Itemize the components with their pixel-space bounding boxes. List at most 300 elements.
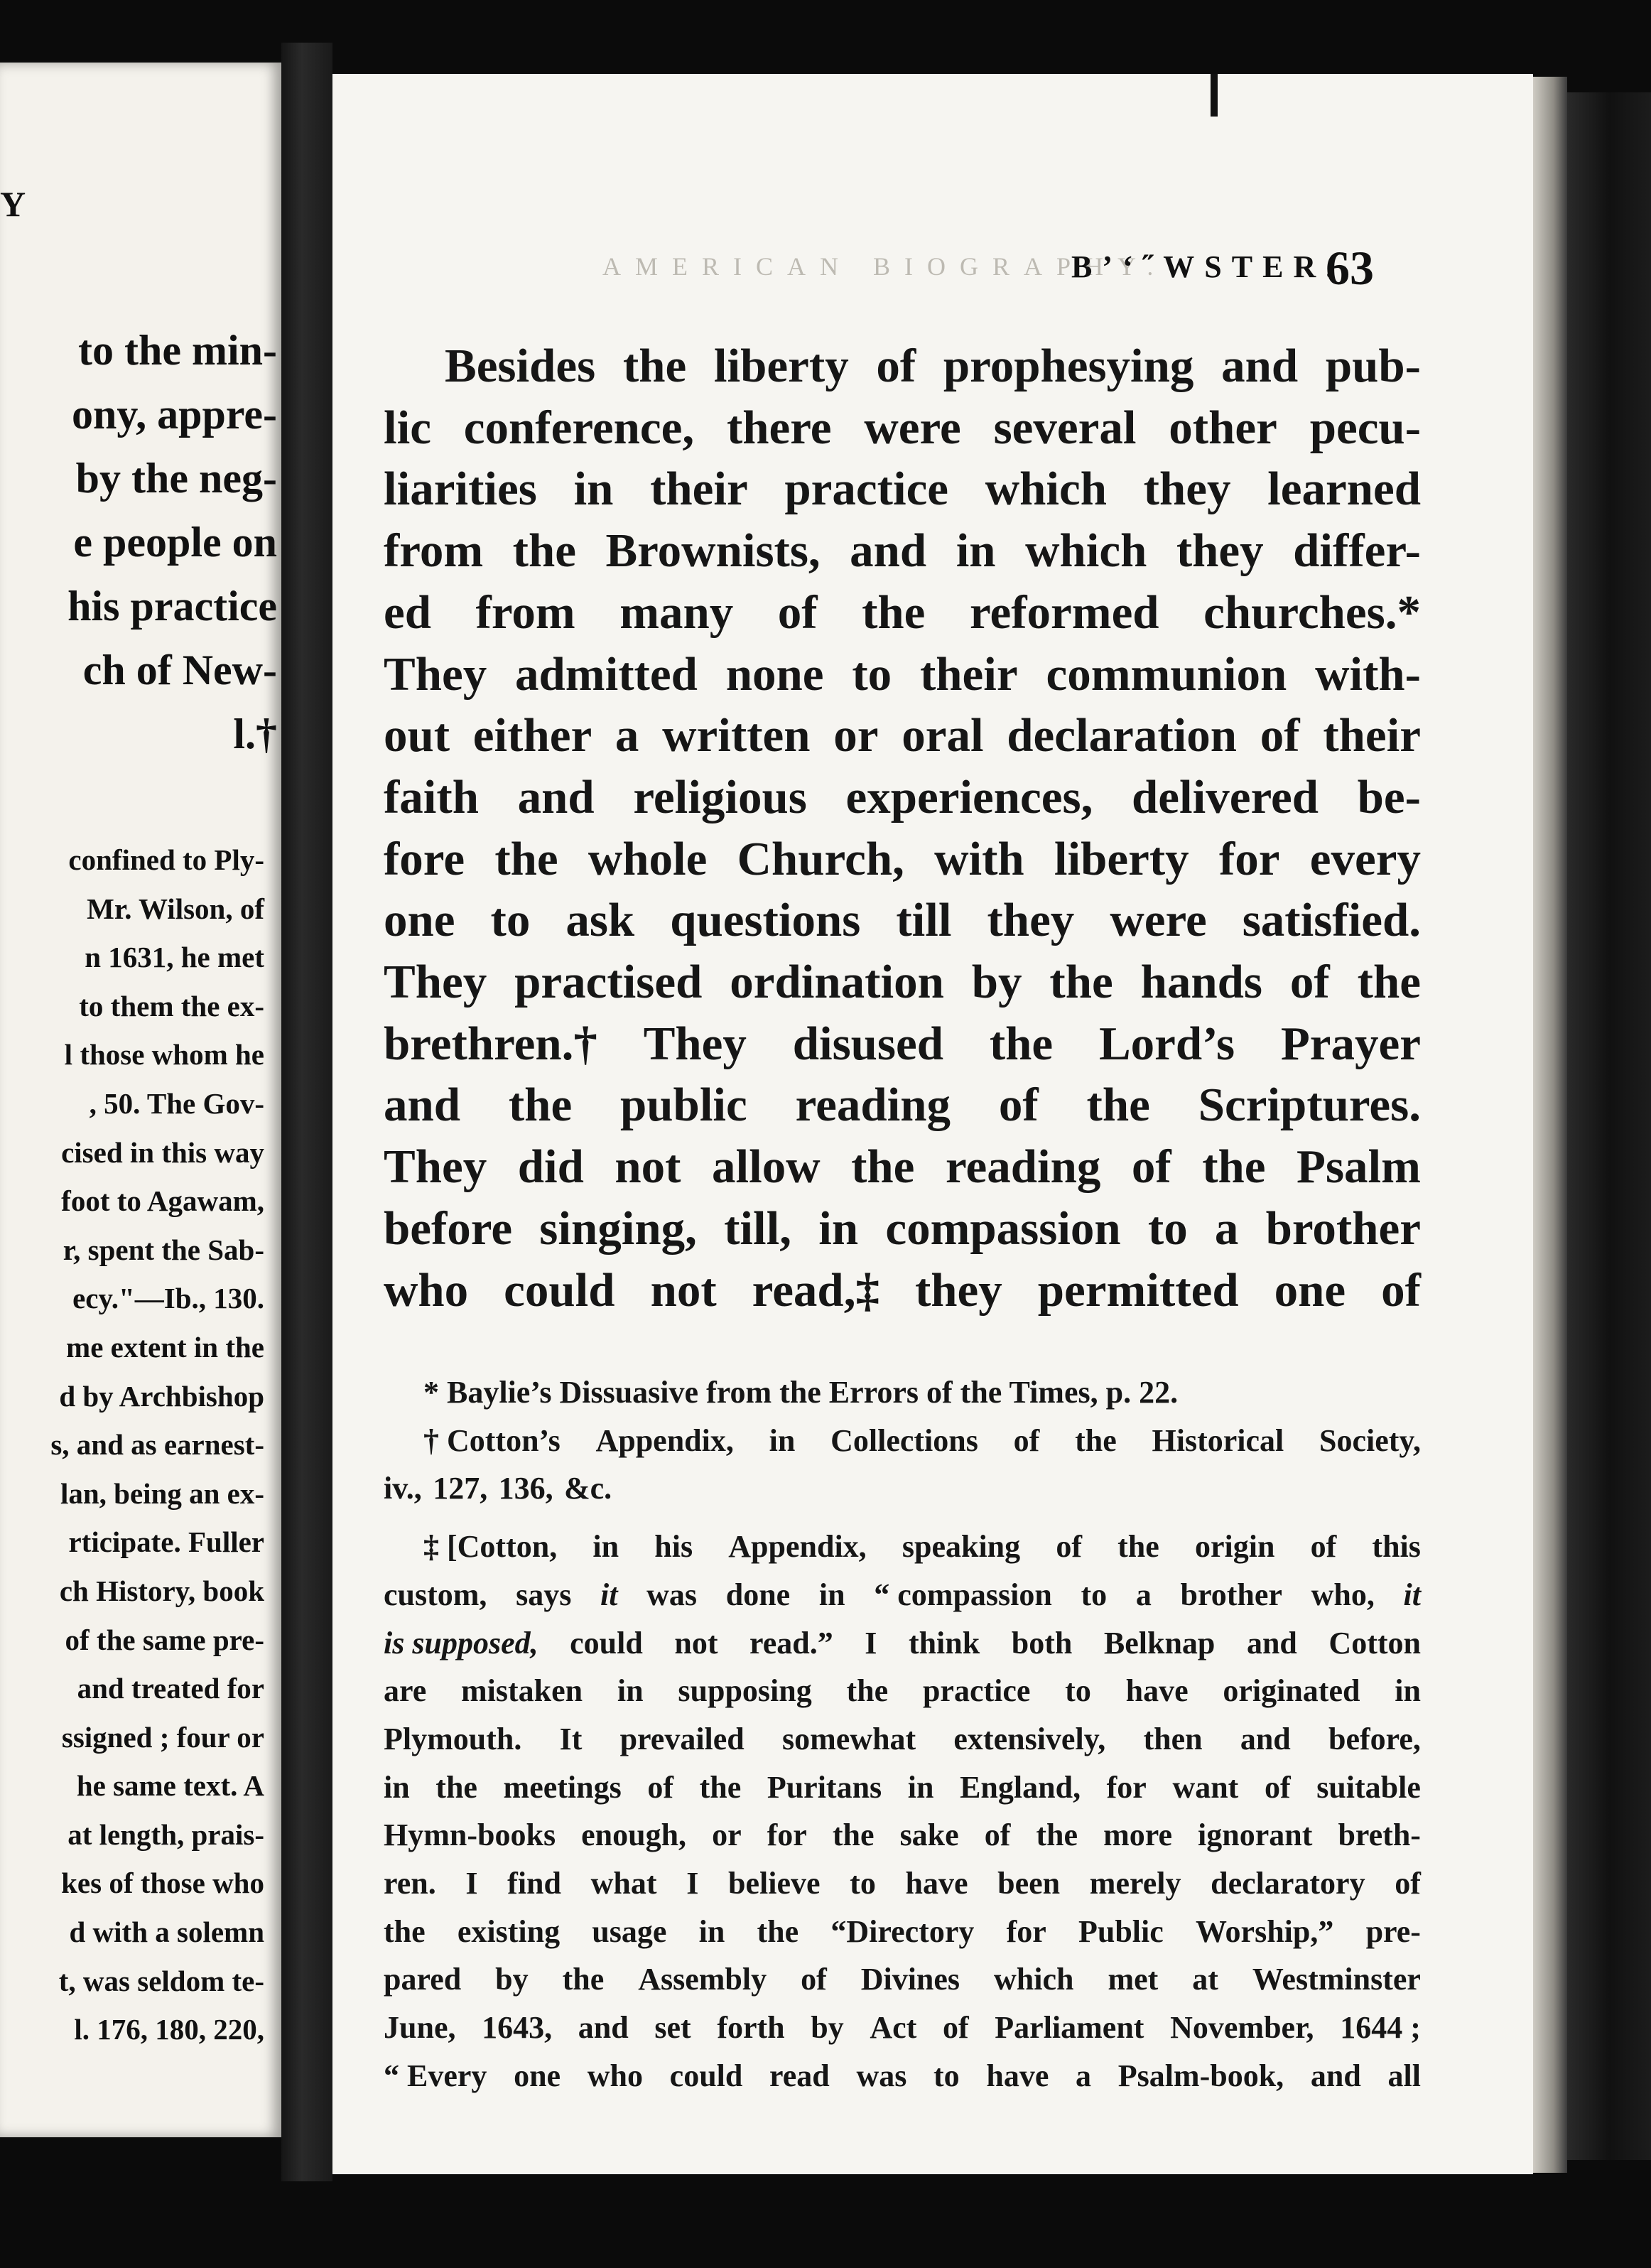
word: Historical (1152, 1422, 1284, 1458)
word: the (1036, 1818, 1078, 1853)
left-note-line: l. 176, 180, 220, (74, 2013, 264, 2046)
word: and (1246, 1625, 1297, 1660)
word: disused (792, 1017, 944, 1070)
word: by (495, 1962, 529, 1997)
word: not (674, 1625, 718, 1660)
word: the (1075, 1422, 1117, 1458)
word: a (1076, 2058, 1092, 2093)
word: Psalm (1297, 1140, 1421, 1194)
body-line (384, 767, 1421, 828)
word: then (1143, 1721, 1203, 1756)
word: Society, (1319, 1422, 1421, 1458)
word: was (646, 1577, 698, 1612)
word: read (769, 2058, 830, 2093)
word: could (504, 1263, 615, 1317)
word: oral (902, 709, 984, 762)
word: liarities (384, 463, 537, 516)
word: in (818, 1202, 859, 1255)
word: extensively, (953, 1721, 1106, 1756)
word: they (1176, 524, 1264, 578)
word: faith (384, 770, 479, 824)
book-gutter (281, 43, 332, 2181)
left-body-line: his practice (67, 583, 277, 630)
left-note-line: ch History, book (59, 1574, 264, 1607)
word: they (1143, 463, 1231, 516)
word: by (971, 956, 1022, 1009)
word: Puritans (767, 1769, 882, 1805)
word: experiences, (845, 770, 1093, 824)
word: from (384, 524, 484, 578)
word: who, (1311, 1577, 1375, 1612)
word: reformed (969, 585, 1159, 639)
word: to (1081, 1577, 1108, 1612)
word: delivered (1132, 770, 1319, 824)
word: and (517, 770, 595, 824)
body-line (384, 1136, 1421, 1198)
body-line (384, 458, 1421, 520)
word: Besides (445, 340, 596, 392)
footnote-line (384, 2004, 1421, 2052)
book-page (332, 74, 1533, 2174)
word: the (1202, 1140, 1266, 1194)
word: “ Every (384, 2058, 487, 2093)
word: admitted (515, 647, 698, 701)
word: England, (960, 1769, 1081, 1805)
word: the (384, 1913, 426, 1949)
word: have (1125, 1673, 1189, 1709)
page-number: 63 (1326, 241, 1374, 295)
word: in (956, 524, 996, 578)
word: and (850, 524, 927, 578)
running-title: B’‘˝WSTER. (1071, 249, 1344, 284)
word: till, (724, 1202, 791, 1255)
word: the (512, 524, 576, 578)
word: of (984, 1818, 1011, 1853)
word: * Baylie’s Dissuasive from the Errors of the Times, p. 22. (423, 1375, 1179, 1410)
word: 1644 ; (1340, 2010, 1421, 2046)
word: or (712, 1818, 742, 1853)
word: done (725, 1577, 791, 1612)
word: forth (717, 2010, 785, 2046)
word: the (862, 585, 926, 639)
word: with (934, 832, 1024, 885)
word: somewhat (781, 1721, 916, 1756)
word: and (1221, 340, 1299, 392)
word: to (852, 647, 892, 701)
word: the (757, 1913, 799, 1949)
word: &c. (563, 1471, 612, 1506)
word: of (1310, 1529, 1337, 1565)
word: Public (1078, 1913, 1164, 1949)
word: with- (1315, 647, 1421, 701)
word: speaking (902, 1529, 1021, 1565)
word: it (600, 1577, 618, 1612)
word: brother (1265, 1202, 1421, 1255)
left-note-line: rticipate. Fuller (68, 1526, 264, 1559)
word: Cotton (1328, 1625, 1421, 1660)
word: a (1135, 1577, 1152, 1612)
left-note-line: lan, being an ex- (60, 1476, 264, 1510)
body-line (384, 1198, 1421, 1260)
word: the (1086, 1079, 1150, 1132)
word: of (1056, 1529, 1082, 1565)
footnote-line (384, 1811, 1421, 1859)
word: to (1147, 1202, 1188, 1255)
word: reading (945, 1140, 1101, 1194)
word: for (1106, 1769, 1147, 1805)
left-note-line: ecy."—Ib., 130. (72, 1282, 264, 1315)
left-page-body (0, 318, 277, 766)
word: before (384, 1202, 513, 1255)
word: Hymn-books (384, 1818, 556, 1853)
word: one (1274, 1263, 1346, 1317)
word: I (865, 1625, 877, 1660)
word: pared (384, 1962, 462, 1997)
word: “ compassion (874, 1577, 1052, 1612)
word: 127, (433, 1471, 488, 1506)
word: 1643, (482, 2010, 553, 2046)
word: originated (1223, 1673, 1360, 1709)
word: be- (1357, 770, 1421, 824)
word: liberty (1054, 832, 1189, 885)
word: in (769, 1422, 796, 1458)
word: which (985, 463, 1107, 516)
left-note-line: s, and as earnest- (50, 1428, 264, 1462)
word: allow (711, 1140, 821, 1194)
footnote-line (384, 1368, 1421, 1417)
word: the (562, 1962, 605, 1997)
footnote-line (384, 1571, 1421, 1619)
page-edge (1533, 77, 1567, 2173)
word: of (1260, 709, 1300, 762)
body-line (384, 951, 1421, 1013)
left-note-line: confined to Ply- (68, 843, 264, 876)
word: met (1108, 1962, 1159, 1997)
word: find (507, 1866, 561, 1901)
body-line (384, 335, 1421, 397)
word: in (384, 1769, 410, 1805)
word: who (384, 1263, 469, 1317)
word: Parliament (995, 2010, 1144, 2046)
spacer (384, 1513, 1421, 1523)
word: the (435, 1769, 477, 1805)
word: communion (1046, 647, 1287, 701)
word: of (1395, 1866, 1421, 1901)
word: want (1172, 1769, 1239, 1805)
word: the (989, 1017, 1054, 1070)
word: ordination (730, 956, 944, 1009)
word: other (1169, 401, 1277, 454)
word: which (994, 1962, 1074, 1997)
word: a (1214, 1202, 1239, 1255)
word: they (914, 1263, 1002, 1317)
word: ‡ [Cotton, (423, 1529, 558, 1565)
word: Assembly (638, 1962, 767, 1997)
word: prophesying (943, 340, 1194, 392)
word: public (620, 1079, 747, 1132)
word: pre- (1365, 1913, 1421, 1949)
word: Psalm-book, (1117, 2058, 1284, 2093)
word: usage (592, 1913, 667, 1949)
left-note-line: r, spent the Sab- (63, 1233, 264, 1266)
body-line (384, 828, 1421, 890)
left-body-line: l.† (233, 711, 277, 757)
footnotes (384, 1368, 1421, 2100)
word: I (686, 1866, 699, 1901)
word: are (384, 1673, 427, 1709)
word: the (1117, 1529, 1159, 1565)
word: for (1006, 1913, 1046, 1949)
word: brother (1180, 1577, 1282, 1612)
left-note-line: he same text. A (76, 1769, 264, 1803)
word: one (384, 894, 455, 947)
word: their (1323, 709, 1421, 762)
left-note-line: d by Archbishop (59, 1379, 264, 1413)
footnote-line (384, 1715, 1421, 1764)
word: his (654, 1529, 693, 1565)
word: November, (1170, 2010, 1314, 2046)
word: declaratory (1211, 1866, 1365, 1901)
footnote-line (384, 2052, 1421, 2100)
page-mark (1211, 74, 1218, 117)
word: “Directory (830, 1913, 975, 1949)
word: supposing (678, 1673, 812, 1709)
word: to (850, 1866, 876, 1901)
left-note-line: and treated for (77, 1672, 264, 1705)
word: for (1218, 832, 1280, 885)
footnote-line (384, 1764, 1421, 1812)
word: a (615, 709, 639, 762)
word: Westminster (1252, 1962, 1421, 1997)
word: the (622, 340, 687, 392)
word: in (573, 463, 614, 516)
word: of (1289, 956, 1330, 1009)
body-line (384, 705, 1421, 767)
word: were (1110, 894, 1207, 947)
word: suitable (1316, 1769, 1421, 1805)
word: in (698, 1913, 725, 1949)
word: They (384, 647, 487, 701)
word: They (384, 1140, 487, 1194)
word: or (833, 709, 879, 762)
word: they (987, 894, 1075, 947)
footnote-line (384, 1417, 1421, 1465)
word: all (1387, 2058, 1421, 2093)
word: † Cotton’s (423, 1422, 561, 1458)
word: was (856, 2058, 907, 2093)
word: Scriptures. (1198, 1079, 1421, 1132)
word: satisfied. (1242, 894, 1421, 947)
left-body-line: ony, appre- (72, 391, 277, 438)
word: merely (1089, 1866, 1181, 1901)
word: more (1103, 1818, 1173, 1853)
word: several (993, 401, 1137, 454)
word: pecu- (1309, 401, 1421, 454)
word: meetings (503, 1769, 622, 1805)
word: is supposed, (384, 1625, 538, 1660)
word: ed (384, 585, 431, 639)
page-header (332, 239, 1533, 296)
word: of (1013, 1422, 1040, 1458)
word: from (475, 585, 575, 639)
footnote-line (384, 1859, 1421, 1908)
word: there (726, 401, 832, 454)
left-note-line: d with a solemn (69, 1916, 264, 1949)
word: Worship,” (1195, 1913, 1334, 1949)
body-line (384, 1013, 1421, 1075)
left-page-header: Y (0, 184, 28, 224)
word: ren. (384, 1866, 436, 1901)
left-note-line: Mr. Wilson, of (87, 892, 264, 925)
word: and (578, 2010, 629, 2046)
body-line (384, 582, 1421, 644)
word: fore (384, 832, 465, 885)
footnote-line (384, 1667, 1421, 1715)
word: none (725, 647, 824, 701)
word: I (465, 1866, 478, 1901)
footnote-line (384, 1908, 1421, 1956)
word: of (943, 2010, 969, 2046)
word: practised (514, 956, 703, 1009)
word: not (615, 1140, 681, 1194)
footnote-line (384, 1955, 1421, 2004)
word: Act (870, 2010, 917, 2046)
word: Plymouth. (384, 1721, 522, 1756)
word: Divines (860, 1962, 960, 1997)
word: of (647, 1769, 673, 1805)
word: Appendix, (595, 1422, 734, 1458)
word: practice (784, 463, 949, 516)
word: did (517, 1140, 584, 1194)
word: and (384, 1079, 461, 1132)
word: the (1049, 956, 1113, 1009)
word: hands (1140, 956, 1263, 1009)
word: Appendix, (728, 1529, 867, 1565)
word: not (650, 1263, 717, 1317)
word: at (1192, 1962, 1218, 1997)
word: set (654, 2010, 691, 2046)
word: read.” (749, 1625, 833, 1660)
body-line (384, 1260, 1421, 1322)
word: learned (1267, 463, 1421, 516)
word: the (851, 1140, 915, 1194)
word: the (508, 1079, 573, 1132)
word: before, (1328, 1721, 1421, 1756)
word: in (907, 1769, 934, 1805)
word: their (650, 463, 748, 516)
left-note-line: l those whom he (64, 1038, 264, 1071)
footnote-line (384, 1464, 1421, 1513)
left-body-line: ch of New- (82, 647, 277, 693)
word: were (864, 401, 961, 454)
word: origin (1194, 1529, 1275, 1565)
left-page-notes (0, 836, 264, 2054)
word: in (818, 1577, 845, 1612)
word: many (619, 585, 734, 639)
word: reading (795, 1079, 951, 1132)
word: mistaken (461, 1673, 583, 1709)
body-text (384, 335, 1421, 1321)
word: permitted (1037, 1263, 1239, 1317)
word: Church, (737, 832, 904, 885)
body-line (384, 520, 1421, 582)
word: for (767, 1818, 807, 1853)
left-body-line: by the neg- (75, 455, 277, 502)
word: the (699, 1769, 742, 1805)
word: have (986, 2058, 1049, 2093)
word: Collections (830, 1422, 978, 1458)
word: in (1395, 1673, 1421, 1709)
word: They (643, 1017, 747, 1070)
word: questions (670, 894, 861, 947)
word: in (592, 1529, 619, 1565)
left-body-line: e people on (73, 519, 277, 566)
body-line (384, 644, 1421, 706)
left-note-line: kes of those who (61, 1867, 264, 1900)
word: sake (899, 1818, 959, 1853)
word: think (908, 1625, 980, 1660)
left-note-line: n 1631, he met (85, 941, 264, 974)
word: Lord’s (1098, 1017, 1235, 1070)
word: and (1310, 2058, 1361, 2093)
word: of (1381, 1263, 1421, 1317)
word: it (1403, 1577, 1421, 1612)
word: differ- (1293, 524, 1421, 578)
footnote-line (384, 1619, 1421, 1668)
word: to (1065, 1673, 1091, 1709)
word: of (998, 1079, 1039, 1132)
word: till (896, 894, 952, 947)
word: to (933, 2058, 960, 2093)
word: by (811, 2010, 844, 2046)
body-line (384, 890, 1421, 951)
word: of (1131, 1140, 1171, 1194)
word: to (490, 894, 531, 947)
word: of (777, 585, 818, 639)
word: either (472, 709, 592, 762)
word: conference, (463, 401, 695, 454)
word: existing (457, 1913, 561, 1949)
left-note-line: foot to Agawam, (61, 1184, 264, 1218)
body-line (384, 397, 1421, 459)
left-note-line: cised in this way (61, 1135, 264, 1169)
word: compassion (885, 1202, 1121, 1255)
word: believe (728, 1866, 821, 1901)
left-page (0, 63, 281, 2137)
word: ignorant (1198, 1818, 1313, 1853)
word: the (846, 1673, 889, 1709)
word: says (516, 1577, 572, 1612)
word: which (1025, 524, 1147, 578)
word: could (570, 1625, 643, 1660)
word: practice (922, 1673, 1031, 1709)
word: lic (384, 401, 431, 454)
left-note-line: me extent in the (66, 1330, 264, 1364)
word: Belknap (1103, 1625, 1216, 1660)
word: every (1309, 832, 1421, 885)
show-through-title: AMERICAN BIOGRAPHY. (602, 252, 1168, 281)
word: the (1357, 956, 1421, 1009)
word: breth- (1338, 1818, 1421, 1853)
body-line (384, 1074, 1421, 1136)
word: their (919, 647, 1018, 701)
word: brethren.† (384, 1017, 597, 1070)
word: enough, (581, 1818, 687, 1853)
word: custom, (384, 1577, 487, 1612)
left-body-line: to the min- (78, 327, 277, 374)
word: written (662, 709, 811, 762)
word: of (801, 1962, 827, 1997)
